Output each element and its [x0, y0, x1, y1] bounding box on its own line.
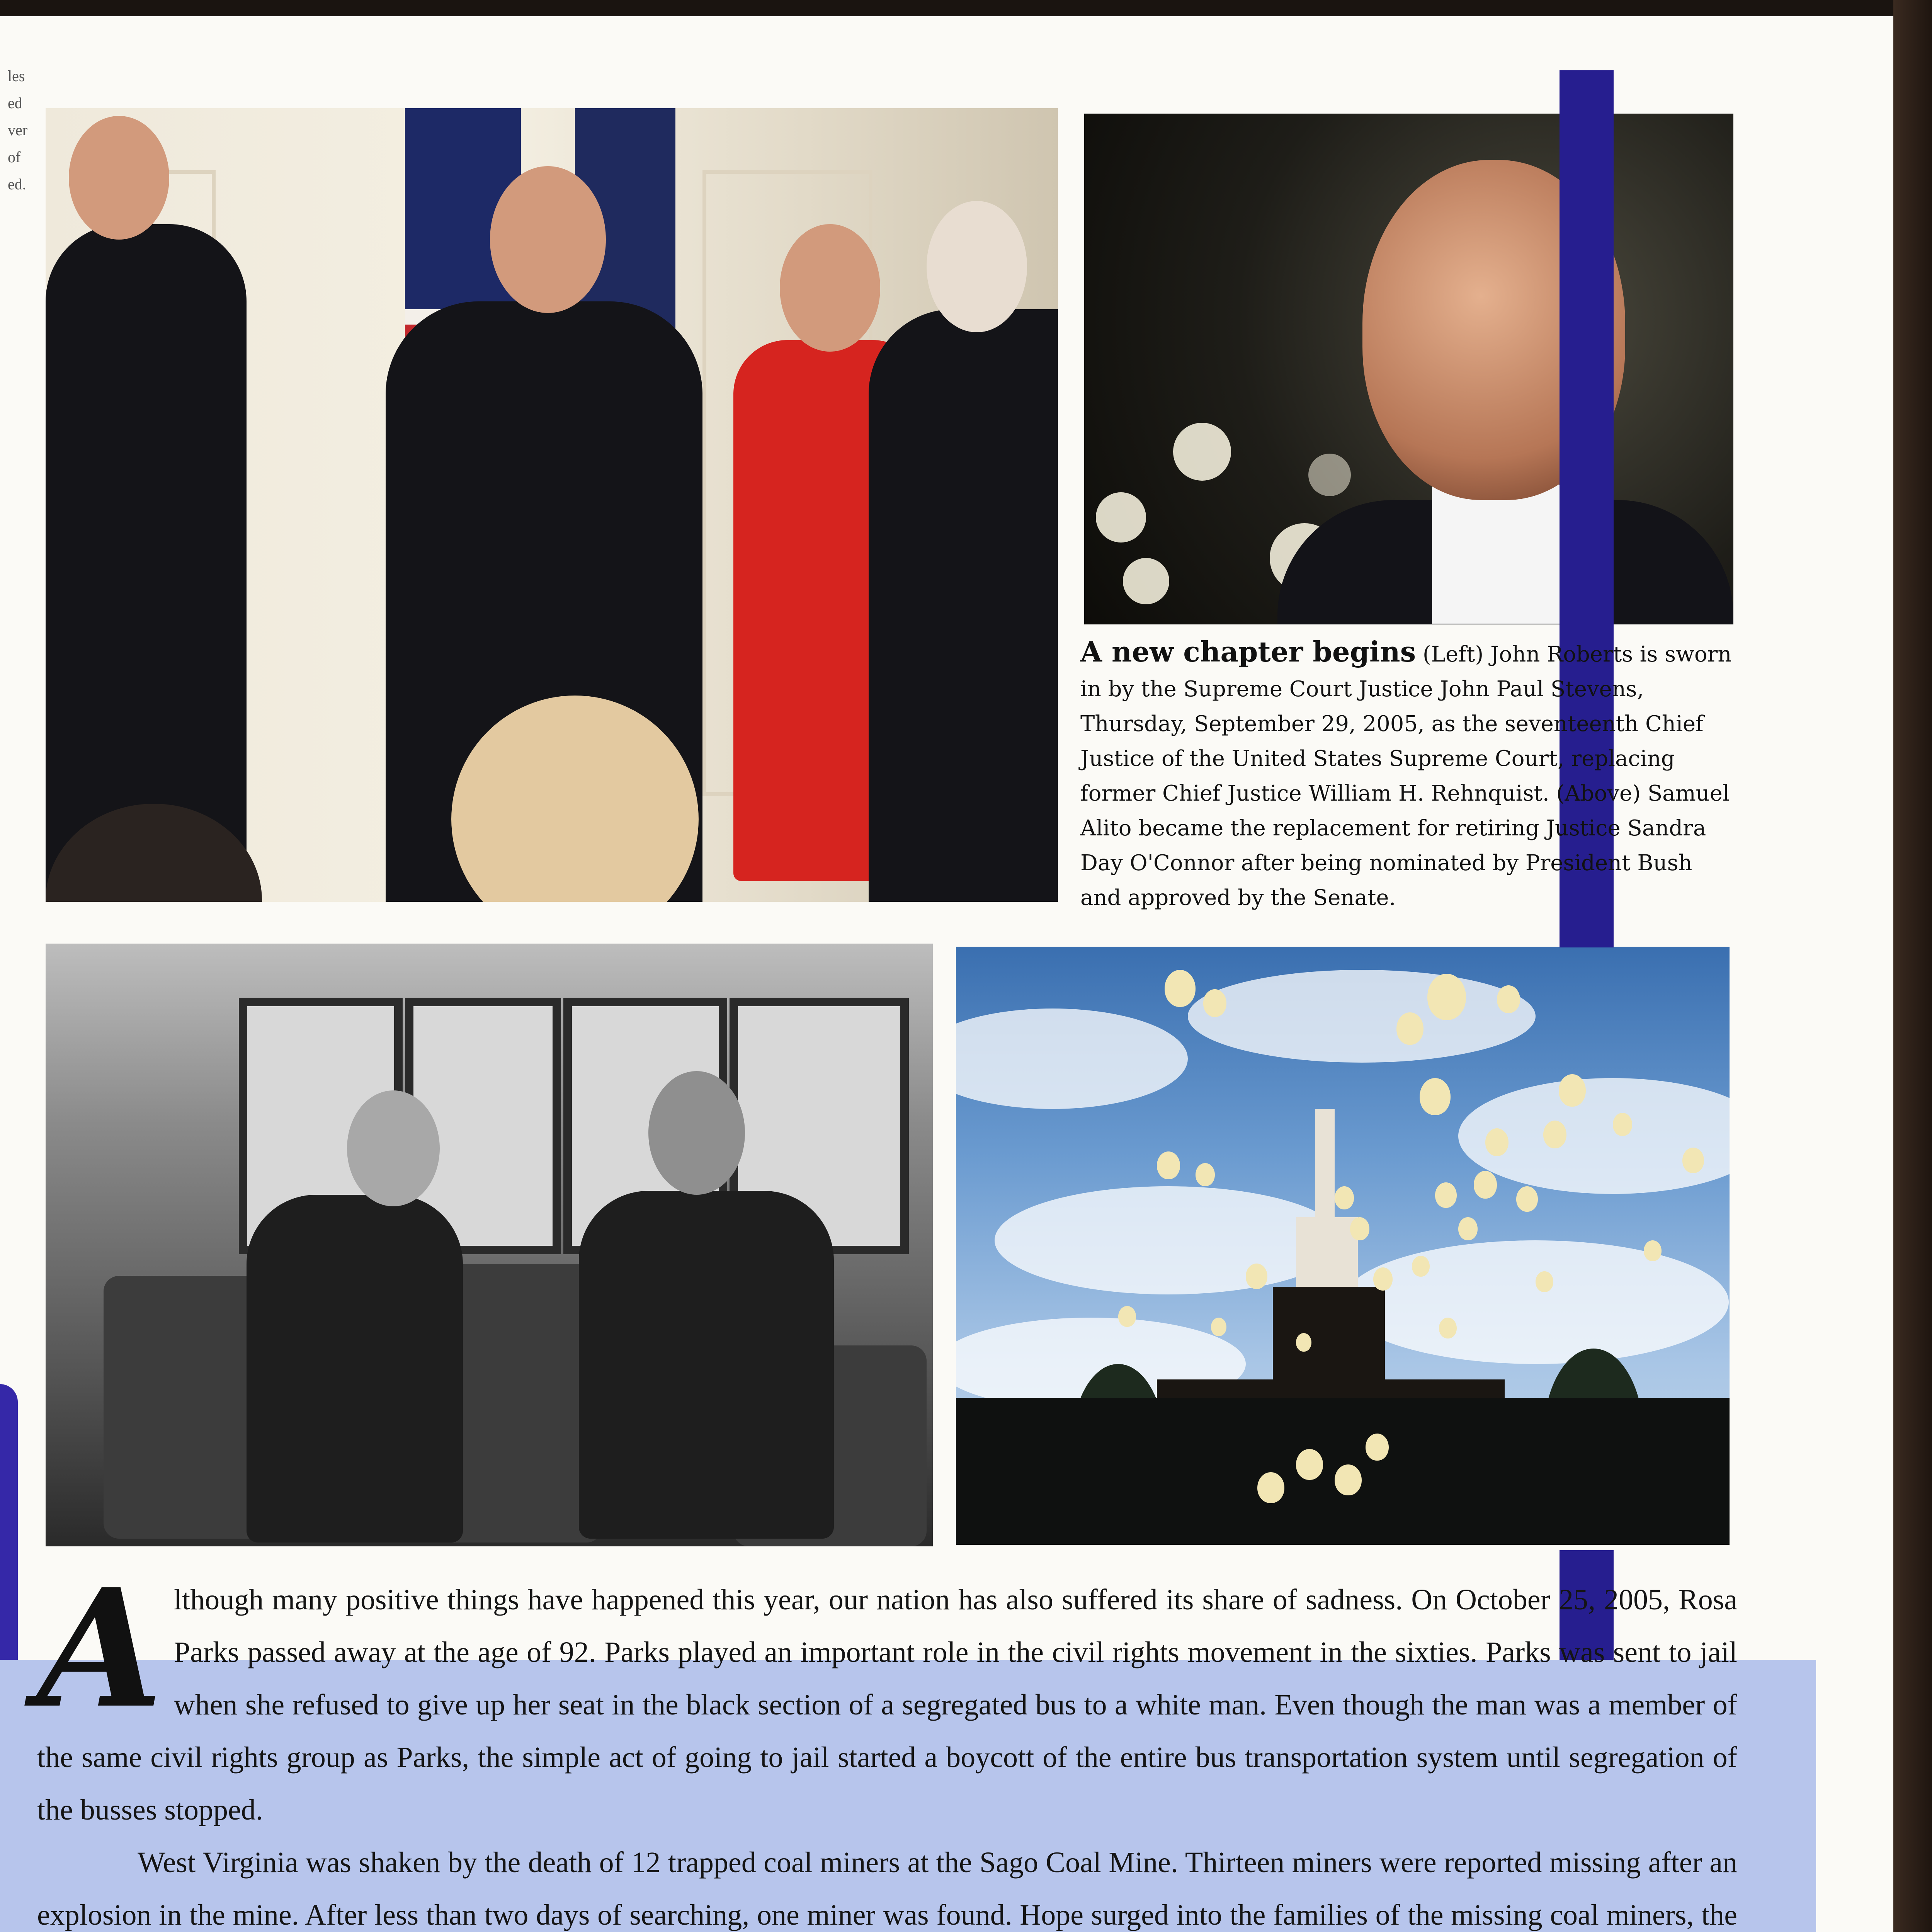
photo-swearing-in [46, 108, 1058, 902]
article-paragraph-1 [37, 1554, 1737, 1836]
photo-church-balloons [956, 947, 1730, 1545]
edge-fragment: ed. [8, 175, 26, 193]
edge-fragment: of [8, 148, 21, 166]
adjacent-page-edge [0, 63, 27, 240]
drop-cap: A [37, 1554, 163, 1744]
article-body [37, 1554, 1737, 1932]
edge-fragment: ed [8, 94, 22, 112]
photo-rosa-parks-bus [46, 944, 933, 1546]
photo-alito-portrait [1084, 114, 1733, 624]
caption-title: A new chapter begins [1080, 635, 1416, 668]
edge-fragment: ver [8, 121, 28, 139]
book-spine [1893, 0, 1932, 1932]
edge-fragment: les [8, 67, 25, 85]
caption-body: (Left) John Roberts is sworn in by the Supreme Court Justice John Paul Stevens, Thursday, September 29, 2005, as the seventeenth Chief Justice of the United States Supreme Court, replacing former Chief Justice William H. Rehnquist. (Above) Samuel Alito became the replacement for retiring Justice Sandra Day O'Connor after being nominated by President Bush and approved by the Senate. [1080, 642, 1732, 910]
yearbook-page [0, 16, 1893, 1932]
article-paragraph-2: West Virginia was shaken by the death of 12 trapped coal miners at the Sago Coal Mine. Thirteen miners were reported missing after an explosion in the mine. After less than two days of searching, one miner was found. Hope surged into the families of the missing coal miners, the [37, 1846, 1737, 1931]
photo-caption [1080, 634, 1737, 915]
paragraph-1-text: lthough many positive things have happened this year, our nation has also suffered its share of sadness. On October 25, 2005, Rosa Parks passed away at the age of 92. Parks played an important role in the civil rights movement in the sixties. Parks was sent to jail when she refused to give up her seat in the black section of a segregated bus to a white man. Even though the man was a member of the same civil rights group as Parks, the simple act of going to jail started a boycott of the entire bus transportation system until segregation of the busses stopped. [37, 1583, 1737, 1826]
